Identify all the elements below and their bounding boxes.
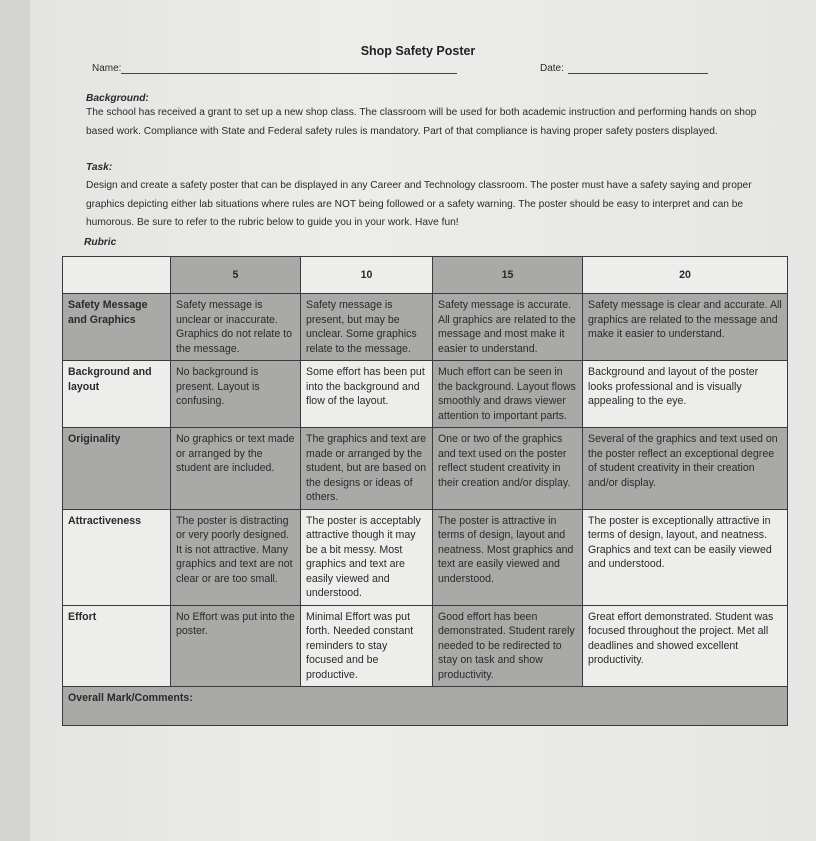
rubric-cell: Safety message is present, but may be unclear. Some graphics relate to the message. <box>301 294 433 361</box>
rubric-cell: Minimal Effort was put forth. Needed constant reminders to stay focused and be productive. <box>301 605 433 687</box>
rubric-cell: Good effort has been demonstrated. Student rarely needed to be redirected to stay on task and show productivity. <box>433 605 583 687</box>
rubric-heading: Rubric <box>84 237 117 248</box>
rubric-cell: Some effort has been put into the background and flow of the layout. <box>301 361 433 428</box>
task-heading: Task: <box>86 162 113 173</box>
rubric-criterion: Safety Message and Graphics <box>63 294 171 361</box>
name-label: Name: <box>92 63 122 74</box>
rubric-row <box>63 294 788 361</box>
rubric-row <box>63 361 788 428</box>
overall-row <box>63 687 788 726</box>
rubric-header-cell <box>63 257 171 294</box>
rubric-cell: Safety message is clear and accurate. All graphics are related to the message and make it easier to understand. <box>583 294 788 361</box>
rubric-header-cell: 20 <box>583 257 788 294</box>
rubric-criterion: Attractiveness <box>63 509 171 605</box>
rubric-cell: Background and layout of the poster looks professional and is visually appealing to the eye. <box>583 361 788 428</box>
rubric-row <box>63 428 788 510</box>
rubric-cell: One or two of the graphics and text used on the poster reflect student creativity in their creation and/or display. <box>433 428 583 510</box>
rubric-header-cell: 15 <box>433 257 583 294</box>
page-title: Shop Safety Poster <box>360 44 476 58</box>
rubric-header-cell: 5 <box>171 257 301 294</box>
rubric-cell: No graphics or text made or arranged by the student are included. <box>171 428 301 510</box>
rubric-row <box>63 509 788 605</box>
overall-mark-comments[interactable]: Overall Mark/Comments: <box>63 687 788 726</box>
rubric-header-row <box>63 257 788 294</box>
rubric-table <box>62 256 788 726</box>
rubric-cell: The poster is exceptionally attractive in terms of design, layout, and neatness. Graphics and text can be easily viewed and understood. <box>583 509 788 605</box>
rubric-row <box>63 605 788 687</box>
date-field[interactable] <box>540 63 708 74</box>
background-text: The school has received a grant to set up a new shop class. The classroom will be used for both academic instruction and performing hands on shop based work. Compliance with State and Federal safety rules is mandatory. Part of that compliance is having proper safety posters displayed. <box>86 107 757 137</box>
background-heading: Background: <box>86 93 149 104</box>
name-line[interactable] <box>121 73 457 74</box>
date-label: Date: <box>540 63 564 74</box>
task-text: Design and create a safety poster that can be displayed in any Career and Technology classroom. The poster must have a safety saying and proper graphics depicting either lab situations where rules are NOT being followed or a safety warning. The poster should be easy to interpret and can be humorous. Be sure to refer to the rubric below to guide you in your work. Have fun! <box>86 180 752 228</box>
rubric-cell: Safety message is accurate. All graphics are related to the message and most make it easier to understand. <box>433 294 583 361</box>
rubric-criterion: Effort <box>63 605 171 687</box>
name-field[interactable] <box>92 63 457 74</box>
rubric-header-cell: 10 <box>301 257 433 294</box>
rubric-cell: Great effort demonstrated. Student was focused throughout the project. Met all deadlines and showed excellent productivity. <box>583 605 788 687</box>
rubric-criterion: Background and layout <box>63 361 171 428</box>
rubric-cell: No background is present. Layout is confusing. <box>171 361 301 428</box>
rubric-cell: The graphics and text are made or arranged by the student, but are based on the designs or ideas of others. <box>301 428 433 510</box>
rubric-cell: Safety message is unclear or inaccurate. Graphics do not relate to the message. <box>171 294 301 361</box>
date-line[interactable] <box>568 73 708 74</box>
rubric-cell: Several of the graphics and text used on the poster reflect an exceptional degree of student creativity in their creation and/or display. <box>583 428 788 510</box>
rubric-cell: No Effort was put into the poster. <box>171 605 301 687</box>
rubric-cell: The poster is acceptably attractive though it may be a bit messy. Most graphics and text are easily viewed and understood. <box>301 509 433 605</box>
rubric-criterion: Originality <box>63 428 171 510</box>
rubric-cell: Much effort can be seen in the background. Layout flows smoothly and draws viewer attention to important parts. <box>433 361 583 428</box>
rubric-cell: The poster is attractive in terms of design, layout and neatness. Most graphics and text are easily viewed and understood. <box>433 509 583 605</box>
rubric-cell: The poster is distracting or very poorly designed. It is not attractive. Many graphics and text are not clear or are too small. <box>171 509 301 605</box>
